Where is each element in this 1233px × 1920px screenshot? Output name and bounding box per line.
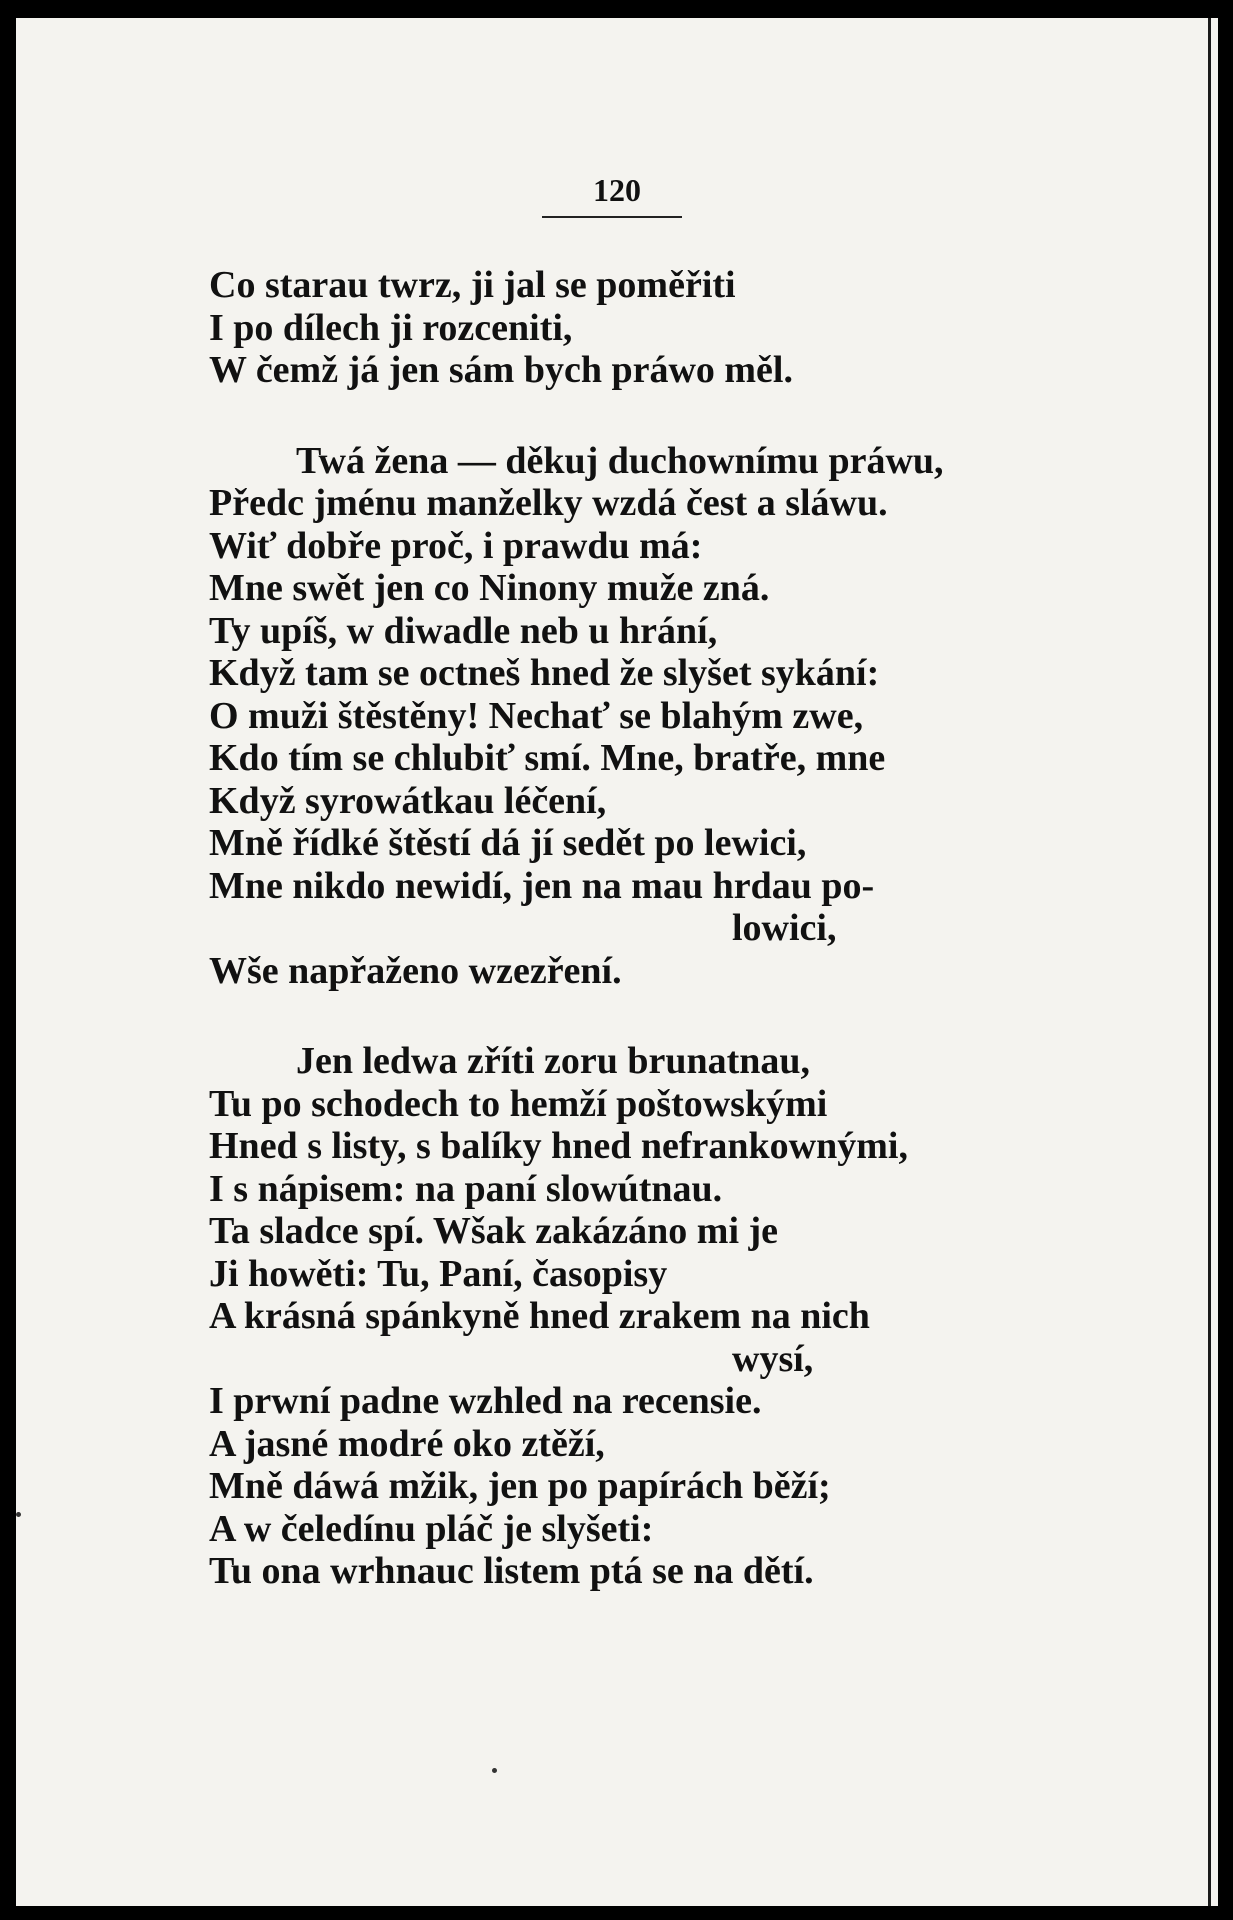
page-number: 120 — [593, 172, 641, 208]
stanza-2 — [209, 440, 1089, 993]
poem-line: A w čeledínu pláč je slyšeti: — [209, 1507, 654, 1550]
poem-line: Hned s listy, s balíky hned nefrankownými, — [209, 1125, 908, 1167]
poem-line: I prwní padne wzhled na recensie. — [209, 1380, 762, 1422]
poem-line: Mne nikdo newidí, jen na mau hrdau po- — [209, 864, 875, 907]
poem-line-continuation: lowici, — [732, 907, 837, 949]
poem-line: Ty upíš, w diwadle neb u hrání, — [209, 609, 718, 652]
book-page — [16, 18, 1208, 1906]
poem-line-continuation: wysí, — [732, 1337, 814, 1380]
poem-line: Mne swět jen co Ninony muže zná. — [209, 567, 770, 609]
ink-speck — [16, 1512, 21, 1517]
poem-line: Wše napřaženo wzezření. — [209, 949, 622, 992]
page-number-rule — [542, 216, 682, 218]
poem-line: A jasné modré oko ztěží, — [209, 1422, 605, 1465]
poem-line: Když syrowátkau léčení, — [209, 779, 607, 822]
poem-line: Ta sladce spí. Wšak zakázáno mi je — [209, 1210, 779, 1252]
poem-line: W čemž já jen sám bych práwo měl. — [209, 349, 793, 391]
ink-speck — [492, 1768, 497, 1773]
poem-line: Kdo tím se chlubiť smí. Mne, bratře, mne — [209, 737, 886, 779]
poem-line: A krásná spánkyně hned zrakem na nich — [209, 1295, 870, 1337]
poem-line: Mně řídké štěstí dá jí sedět po lewici, — [209, 822, 807, 864]
poem-line: Wiť dobře proč, i prawdu má: — [209, 524, 703, 567]
poem-line: Když tam se octneš hned že slyšet sykání: — [209, 652, 880, 694]
poem-line: Tu ona wrhnauc listem ptá se na dětí. — [209, 1550, 814, 1592]
poem-line: Mně dáwá mžik, jen po papírách běží; — [209, 1465, 831, 1507]
poem-line: I po dílech ji rozceniti, — [209, 306, 573, 349]
poem-line: Twá žena — děkuj duchownímu práwu, — [296, 439, 944, 482]
poem-line: I s nápisem: na paní slowútnau. — [209, 1167, 723, 1210]
page-edge — [1208, 18, 1218, 1906]
poem-line: Tu po schodech to hemží poštowskými — [209, 1082, 828, 1125]
poem — [209, 264, 1089, 1593]
poem-line: O muži štěstěny! Nechať se blahým zwe, — [209, 694, 864, 737]
stanza-1 — [209, 264, 1089, 392]
stanza-3 — [209, 1040, 1089, 1593]
poem-line: Předc jménu manželky wzdá čest a sláwu. — [209, 482, 888, 524]
poem-line: Ji howěti: Tu, Paní, časopisy — [209, 1252, 668, 1295]
poem-line: Co starau twrz, ji jal se poměřiti — [209, 264, 736, 306]
poem-line: Jen ledwa zříti zoru brunatnau, — [296, 1040, 811, 1082]
